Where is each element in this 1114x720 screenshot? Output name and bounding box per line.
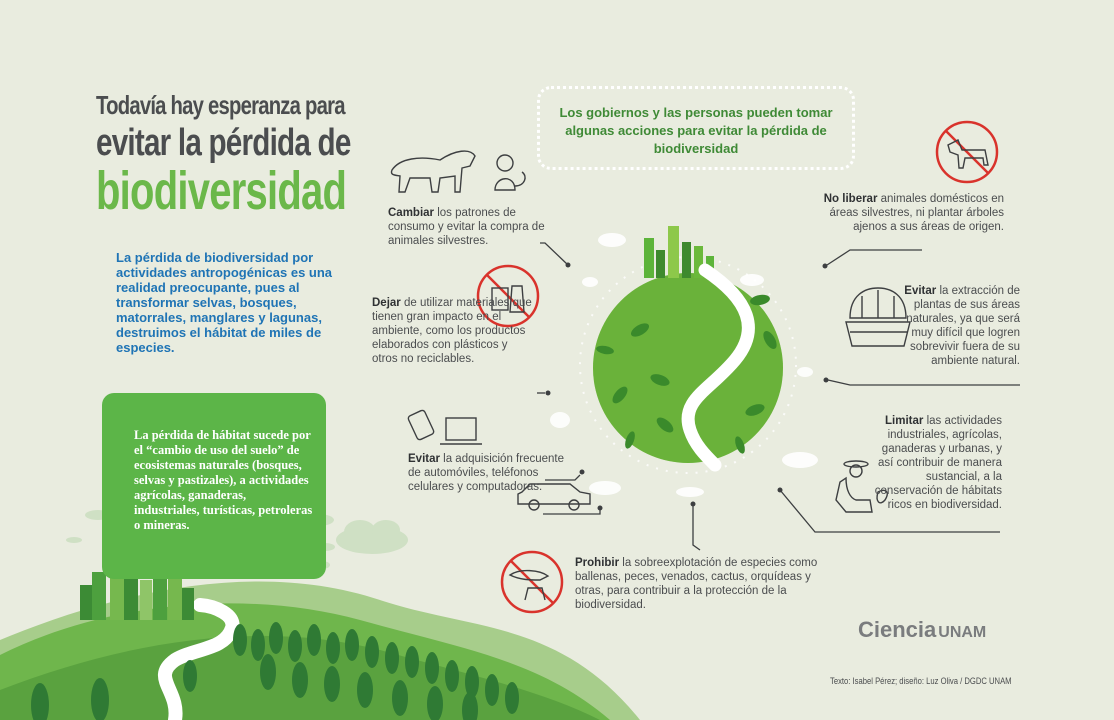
action-prohibir: [575, 556, 820, 612]
action-text: animales domésticos en áreas silvestres, ni plantar árboles ajenos a sus áreas de origen.: [829, 193, 1004, 233]
action-text: la extracción de plantas de sus áreas naturales, ya que será muy difícil que logren sobrevivir fuera de su ambiente natural.: [906, 285, 1020, 367]
action-evitar-adquisicion: [408, 452, 578, 494]
action-evitar-extraccion: [888, 284, 1020, 368]
action-verb: Evitar: [904, 285, 937, 297]
no-hunting-icon: [502, 552, 562, 612]
action-text: la adquisición frecuente de automóviles, teléfonos celulares y computadoras.: [408, 453, 564, 493]
action-cambiar: [388, 206, 558, 248]
habitat-box-text: La pérdida de hábitat sucede por el “cambio de uso del suelo” de ecosistemas naturales (bosques, selvas y pastizales), a actividades agrícolas, ganaderas, industriales, turísticas, petroleras o mineras.: [134, 428, 313, 532]
title-line-2: evitar la pérdida de: [96, 122, 351, 164]
action-text: los patrones de consumo y evitar la compra de animales silvestres.: [388, 207, 545, 247]
action-verb: Cambiar: [388, 207, 435, 219]
title-line-3: biodiversidad: [96, 161, 347, 221]
action-text: las actividades industriales, agrícolas, ganaderas y urbanas, y así contribuir de manera sustancial, a la conservación de hábitats ricos en biodiversidad.: [874, 415, 1002, 511]
logo-main: Ciencia: [858, 617, 937, 642]
action-verb: No liberar: [823, 193, 878, 205]
banner-text: Los gobiernos y las personas pueden tomar algunas acciones para evitar la pérdida de biodiversidad: [559, 105, 833, 156]
intro-paragraph: La pérdida de biodiversidad por actividades antropogénicas es una realidad preocupante, pues al transformar selvas, bosques, matorrales, manglares y lagunas, destruimos el hábitat de miles de especies.: [116, 250, 333, 355]
action-verb: Prohibir: [575, 557, 620, 569]
credit-text: Texto: Isabel Pérez; diseño: Luz Oliva / DGDC UNAM: [830, 676, 1012, 686]
action-dejar: [372, 296, 532, 366]
title-line-1: Todavía hay esperanza para: [96, 90, 345, 120]
animals-icon: [391, 151, 525, 192]
action-text: la sobreexplotación de especies como ballenas, peces, venados, cactus, orquídeas y otras, para contribuir a la protección de la biodiversidad.: [575, 557, 818, 611]
action-text: de utilizar materiales que tienen gran impacto en el ambiente, como los productos elaborados con plásticos y otros no reciclables.: [372, 297, 532, 365]
no-dog-icon: [937, 122, 997, 182]
action-verb: Evitar: [408, 453, 440, 465]
action-verb: Limitar: [885, 415, 924, 427]
action-limitar: [872, 414, 1002, 512]
logo-sub: UNAM: [938, 624, 987, 641]
globe-illustration: [550, 226, 818, 497]
action-no-liberar: [808, 192, 1004, 234]
ciencia-unam-logo: [858, 617, 986, 643]
action-verb: Dejar: [372, 297, 401, 309]
